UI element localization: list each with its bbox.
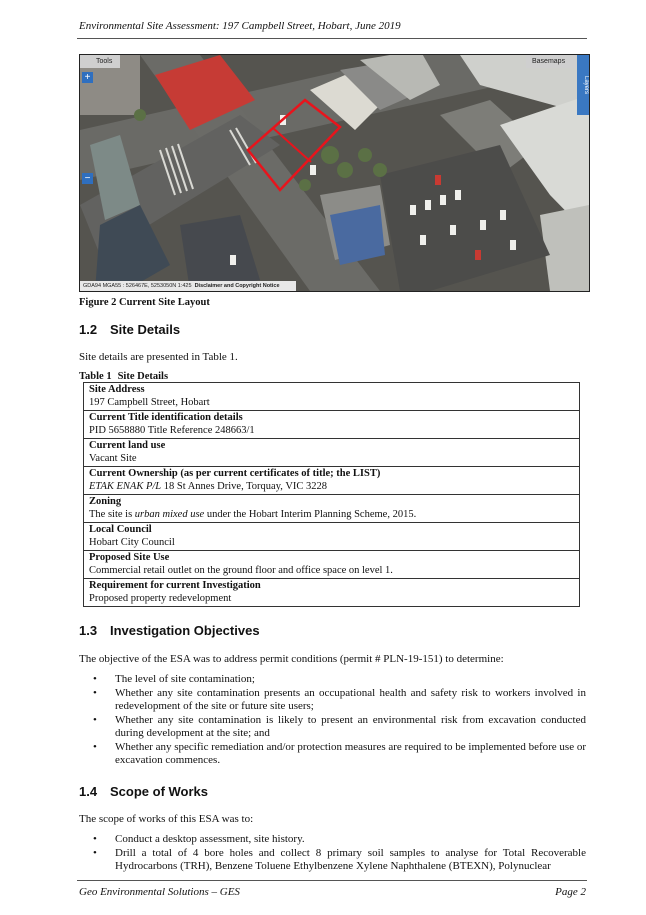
section-number: 1.3	[79, 623, 98, 638]
section-number: 1.2	[79, 322, 98, 337]
row-value: Vacant Site	[89, 452, 137, 464]
row-value: PID 5658880 Title Reference 248663/1	[89, 424, 255, 436]
row-label: Current land use	[89, 440, 166, 451]
owner-name: ETAK ENAK P/L	[89, 480, 162, 492]
zoning-type: urban mixed use	[134, 508, 205, 520]
zoom-out-button[interactable]: −	[82, 173, 93, 184]
disclaimer-link[interactable]: Disclaimer and Copyright Notice	[194, 283, 280, 289]
coordinate-readout: GDA94 MGA55 : 526467E, 5253050N 1:425	[83, 283, 192, 289]
site-aerial-map[interactable]	[79, 54, 590, 292]
footer-company: Geo Environmental Solutions – GES	[79, 886, 240, 898]
list-item: • Drill a total of 4 bore holes and collect 8 primary soil samples to analyse for Total Recoverable Hydrocarbons (TRH), Benzene Toluene Ethylbenzene Xylene Naphthalene (BTEXN), Polynuclear	[93, 846, 586, 872]
running-header: Environmental Site Assessment: 197 Campbell Street, Hobart, June 2019	[79, 20, 401, 32]
table-row	[84, 523, 580, 551]
basemaps-button[interactable]: Basemaps	[526, 55, 576, 68]
section-heading-investigation-objectives	[79, 623, 260, 638]
section-title: Site Details	[110, 322, 181, 337]
table-row	[84, 411, 580, 439]
figure-caption: Figure 2 Current Site Layout	[79, 297, 210, 308]
table-row	[84, 495, 580, 523]
header-rule	[77, 38, 587, 39]
scope-list	[79, 833, 586, 874]
row-value	[89, 509, 574, 522]
table-caption	[79, 371, 168, 382]
row-label: Current Ownership (as per current certificates of title; the LIST)	[89, 468, 381, 479]
section-heading-scope-of-works	[79, 784, 208, 799]
list-item-text: Conduct a desktop assessment, site history.	[115, 833, 305, 845]
table-row	[84, 467, 580, 495]
section-number: 1.4	[79, 784, 98, 799]
scope-intro: The scope of works of this ESA was to:	[79, 813, 254, 825]
footer-page-number: Page 2	[555, 886, 586, 898]
section-title: Scope of Works	[110, 784, 209, 799]
row-value: Commercial retail outlet on the ground floor and office space on level 1.	[89, 564, 393, 576]
tools-button[interactable]: Tools	[80, 55, 120, 68]
list-item: • Conduct a desktop assessment, site history.	[93, 833, 305, 845]
row-label: Site Address	[89, 384, 145, 395]
site-details-intro: Site details are presented in Table 1.	[79, 351, 238, 363]
table-row	[84, 439, 580, 467]
table-caption-label: Table 1	[79, 371, 112, 382]
section-heading-site-details	[79, 322, 180, 337]
list-item-text: Drill a total of 4 bore holes and collect 8 primary soil samples to analyse for Total Recoverable Hydrocarbons (TRH), Benzene Toluene Ethylbenzene Xylene Naphthalene (BTEXN), Polynuclear	[115, 846, 586, 872]
list-item: • Whether any site contamination is likely to present an environmental risk from excavation conducted during development at the site; and	[93, 713, 586, 739]
list-item-text: Whether any site contamination presents an occupational health and safety risk to workers involved in redevelopment of the site or future site users;	[115, 686, 586, 712]
row-label: Requirement for current Investigation	[89, 580, 261, 591]
list-item-text: Whether any site contamination is likely to present an environmental risk from excavation conducted during development at the site; and	[115, 713, 586, 739]
list-item-text: The level of site contamination;	[115, 673, 255, 685]
row-value: Hobart City Council	[89, 536, 175, 548]
table-row	[84, 551, 580, 579]
list-item: • Whether any site contamination presents an occupational health and safety risk to workers involved in redevelopment of the site or future site users;	[93, 686, 586, 712]
zoom-in-button[interactable]: +	[82, 72, 93, 83]
map-scale-bar	[80, 281, 296, 291]
list-item: • Whether any specific remediation and/or protection measures are required to be implemented before use or excavation commences.	[93, 740, 586, 766]
list-item-text: Whether any specific remediation and/or protection measures are required to be implemented before use or excavation commences.	[115, 740, 586, 766]
zoning-post: under the Hobart Interim Planning Scheme, 2015.	[204, 508, 417, 520]
row-label: Zoning	[89, 496, 122, 507]
section-title: Investigation Objectives	[110, 623, 260, 638]
footer-rule	[77, 880, 587, 881]
objectives-intro: The objective of the ESA was to address permit conditions (permit # PLN-19-151) to determine:	[79, 653, 504, 665]
zoning-pre: The site is	[89, 508, 135, 520]
table-row	[84, 579, 580, 607]
layers-tab[interactable]: Layers	[577, 55, 589, 115]
owner-address: 18 St Annes Drive, Torquay, VIC 3228	[161, 480, 328, 492]
row-value	[89, 481, 574, 494]
aerial-imagery	[80, 55, 589, 291]
site-details-table	[83, 382, 580, 607]
list-item: • The level of site contamination;	[93, 673, 255, 685]
row-value: Proposed property redevelopment	[89, 592, 232, 604]
objectives-list	[79, 673, 586, 768]
table-row	[84, 383, 580, 411]
table-caption-title: Site Details	[117, 371, 169, 382]
row-label: Local Council	[89, 524, 152, 535]
row-label: Current Title identification details	[89, 412, 243, 423]
row-label: Proposed Site Use	[89, 552, 170, 563]
row-value: 197 Campbell Street, Hobart	[89, 396, 210, 408]
